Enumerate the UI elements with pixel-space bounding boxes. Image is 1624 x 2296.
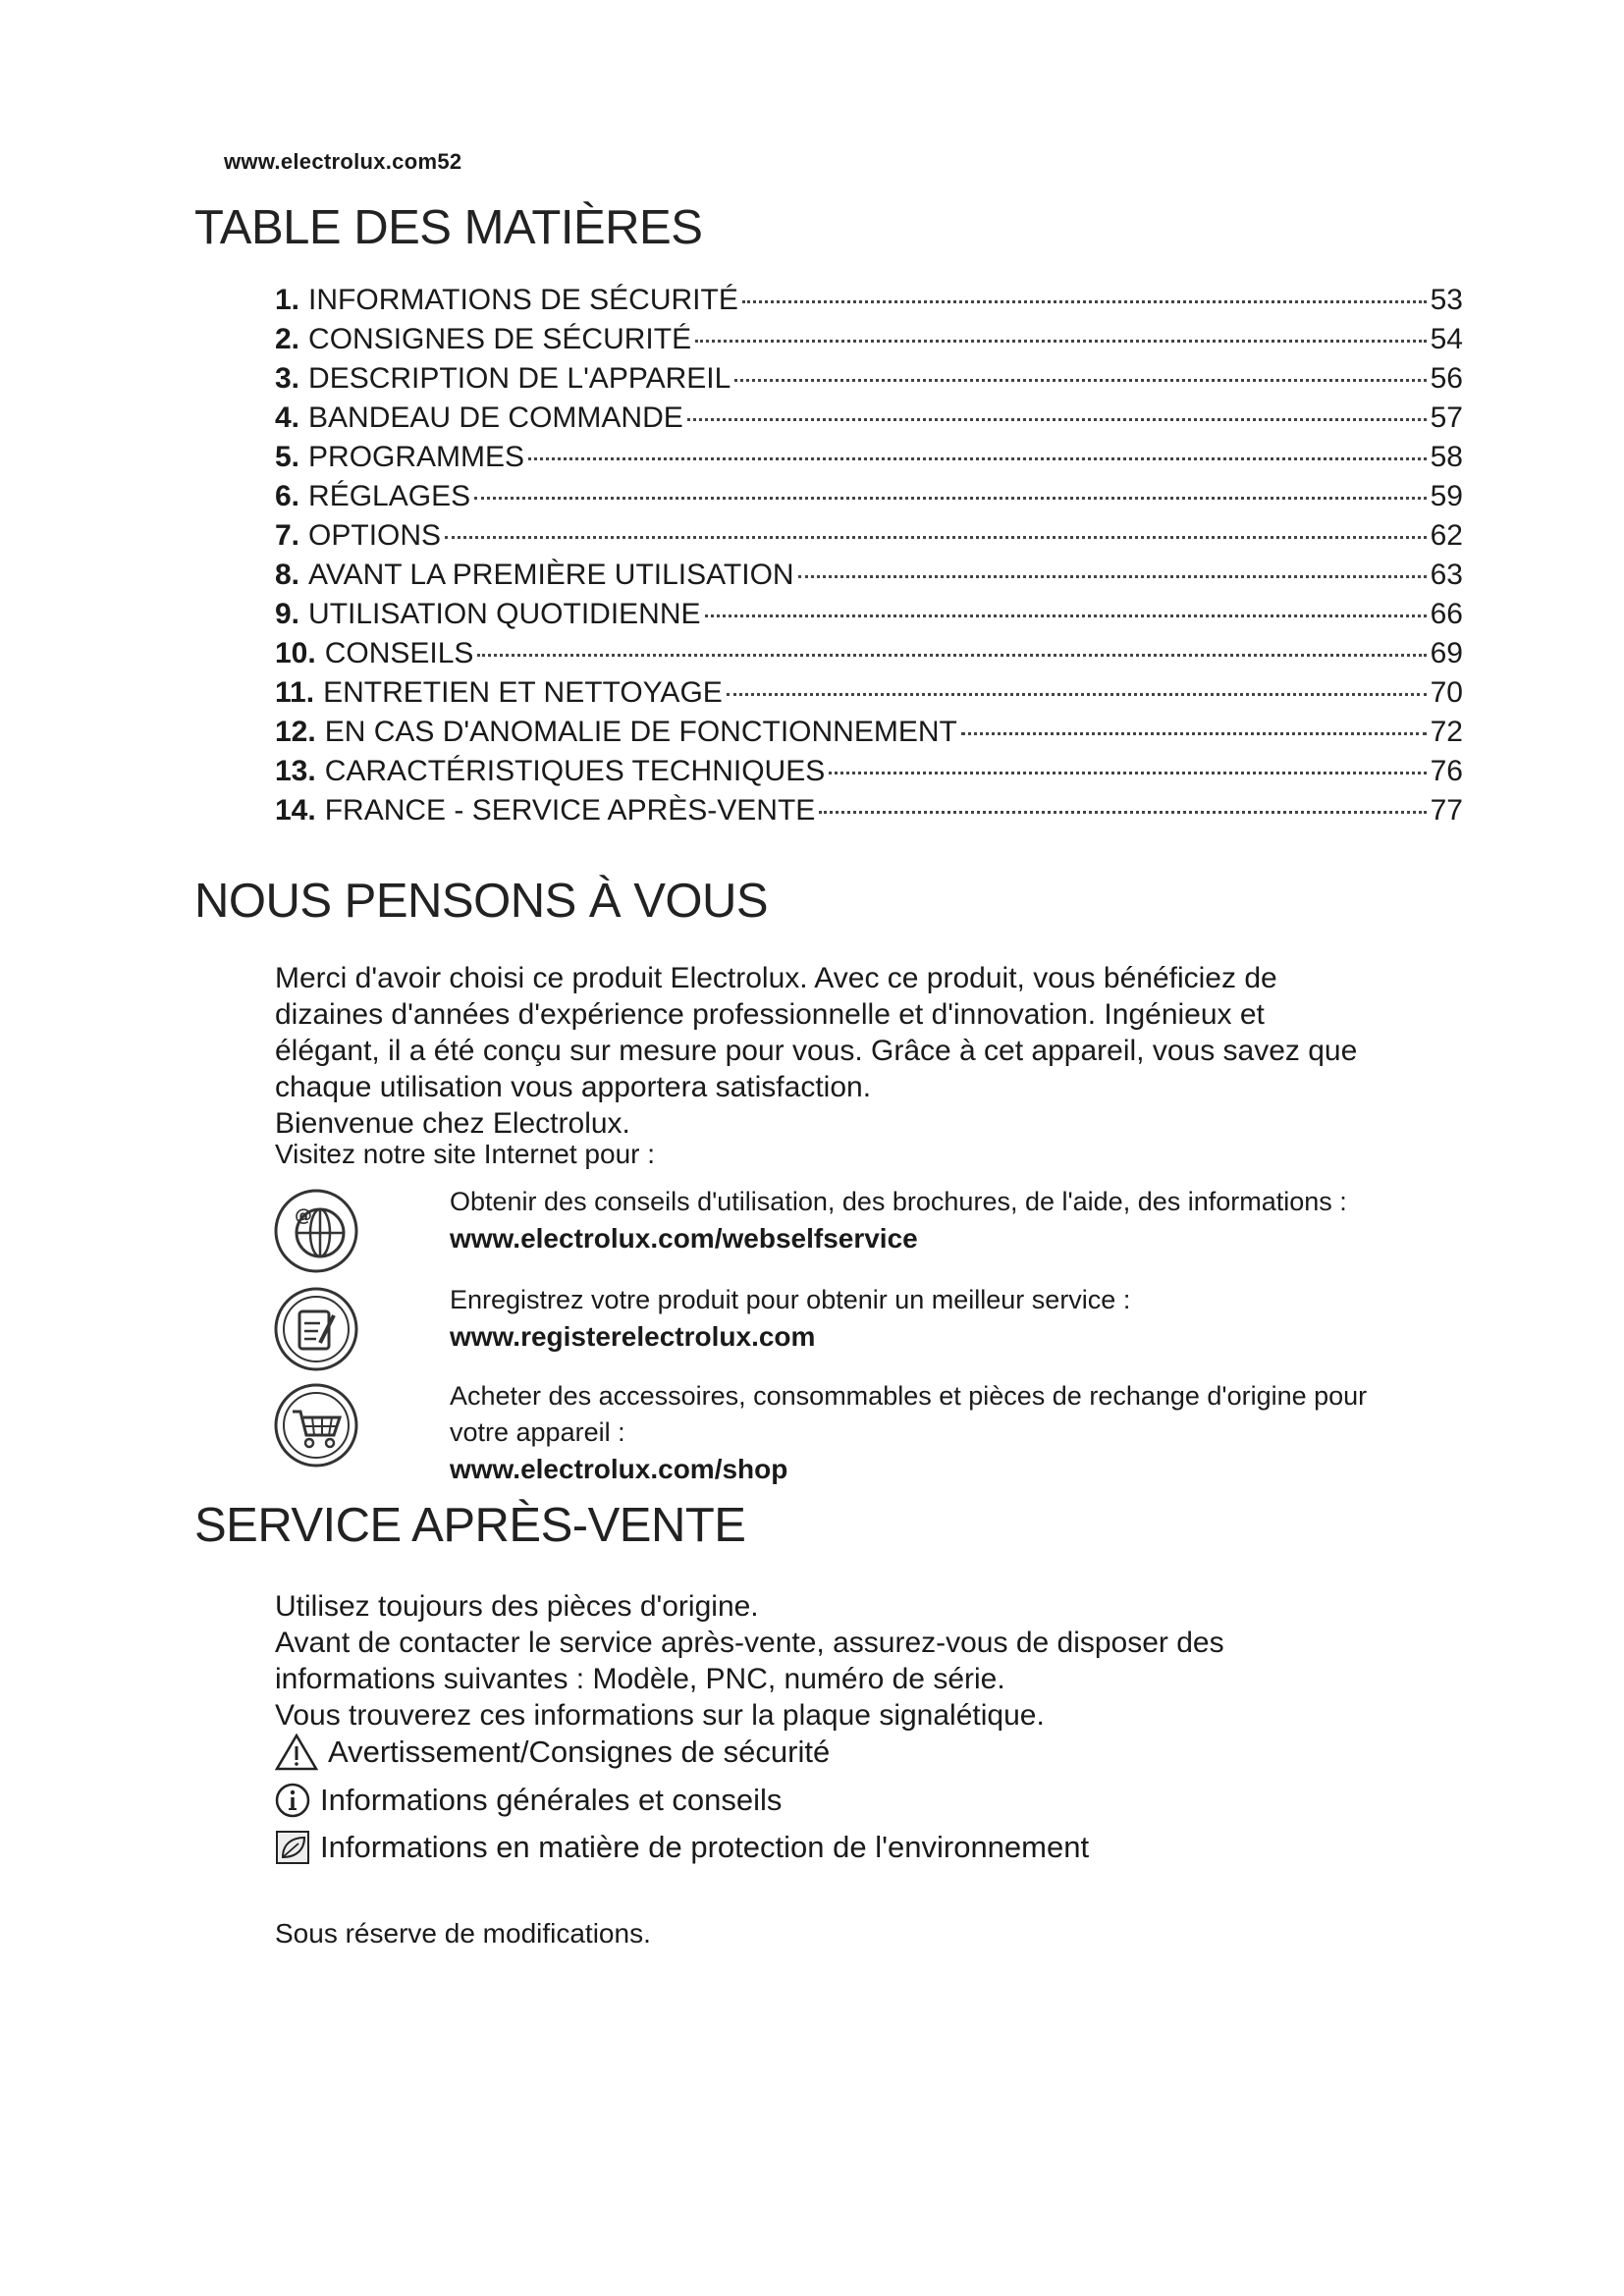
toc-page: 57 bbox=[1430, 401, 1463, 434]
info-icon bbox=[275, 1783, 310, 1818]
toc-leader-dots bbox=[695, 340, 1427, 343]
toc-label: PROGRAMMES bbox=[308, 441, 525, 473]
service-paragraph bbox=[275, 1588, 1483, 1734]
legend-info-text: Informations générales et conseils bbox=[320, 1783, 783, 1817]
toc-number: 13. bbox=[275, 755, 316, 787]
legend-environment-text: Informations en matière de protection de l'environnement bbox=[320, 1830, 1090, 1864]
toc-item[interactable] bbox=[275, 634, 1463, 673]
toc-item[interactable] bbox=[275, 320, 1463, 359]
service-line: Avant de contacter le service après-vente, assurez-vous de disposer des bbox=[275, 1627, 1224, 1659]
toc-item[interactable] bbox=[275, 359, 1463, 399]
service-line: Vous trouverez ces informations sur la plaque signalétique. bbox=[275, 1699, 1045, 1732]
toc-item[interactable] bbox=[275, 752, 1463, 791]
visit-website-text: Visitez notre site Internet pour : bbox=[275, 1139, 656, 1169]
toc-label: OPTIONS bbox=[308, 519, 442, 552]
welcome-line: Merci d'avoir choisi ce produit Electrolux. Avec ce produit, vous bénéficiez de bbox=[275, 962, 1277, 994]
nous-pensons-title: NOUS PENSONS À VOUS bbox=[194, 875, 769, 928]
toc-page: 69 bbox=[1430, 637, 1463, 669]
toc-item[interactable] bbox=[275, 438, 1463, 477]
toc-item[interactable] bbox=[275, 595, 1463, 634]
toc-page: 59 bbox=[1430, 480, 1463, 512]
toc-label: RÉGLAGES bbox=[308, 480, 471, 512]
toc-page: 63 bbox=[1430, 559, 1463, 591]
toc-number: 6. bbox=[275, 480, 300, 512]
header-site-url[interactable]: www.electrolux.com bbox=[224, 149, 438, 174]
document-pen-icon bbox=[273, 1286, 359, 1372]
toc-leader-dots bbox=[742, 300, 1427, 303]
webselfservice-link[interactable]: www.electrolux.com/webselfservice bbox=[450, 1223, 918, 1254]
toc-leader-dots bbox=[474, 497, 1427, 500]
toc-label: EN CAS D'ANOMALIE DE FONCTIONNEMENT bbox=[324, 716, 957, 748]
header-page-number: 52 bbox=[437, 149, 462, 174]
welcome-line: dizaines d'années d'expérience professionnelle et d'innovation. Ingénieux et bbox=[275, 998, 1265, 1031]
toc-number: 3. bbox=[275, 362, 300, 395]
toc-leader-dots bbox=[528, 457, 1427, 460]
welcome-line: chaque utilisation vous apportera satisfaction. bbox=[275, 1071, 872, 1103]
globe-icon bbox=[273, 1188, 359, 1274]
welcome-paragraph bbox=[275, 960, 1483, 1142]
toc-number: 2. bbox=[275, 323, 300, 355]
toc-label: ENTRETIEN ET NETTOYAGE bbox=[323, 676, 723, 709]
toc-item[interactable] bbox=[275, 673, 1463, 713]
toc-item[interactable] bbox=[275, 556, 1463, 595]
toc-page: 53 bbox=[1430, 284, 1463, 316]
toc-number: 11. bbox=[275, 676, 315, 709]
service-line: informations suivantes : Modèle, PNC, numéro de série. bbox=[275, 1663, 1005, 1695]
toc-label: UTILISATION QUOTIDIENNE bbox=[308, 598, 701, 630]
toc-leader-dots bbox=[727, 693, 1427, 696]
svg-text:@: @ bbox=[295, 1205, 312, 1226]
toc-label: INFORMATIONS DE SÉCURITÉ bbox=[308, 284, 738, 316]
legend-warning-text: Avertissement/Consignes de sécurité bbox=[328, 1735, 831, 1769]
toc-number: 14. bbox=[275, 794, 316, 827]
toc-label: BANDEAU DE COMMANDE bbox=[308, 401, 683, 434]
toc-leader-dots bbox=[445, 536, 1427, 539]
toc-item[interactable] bbox=[275, 713, 1463, 752]
toc-number: 9. bbox=[275, 598, 300, 630]
toc-item[interactable] bbox=[275, 399, 1463, 438]
leaf-icon bbox=[275, 1830, 310, 1865]
toc-page: 54 bbox=[1430, 323, 1463, 355]
shopping-cart-icon bbox=[273, 1382, 359, 1468]
webselfservice-row bbox=[273, 1184, 1500, 1274]
toc-leader-dots bbox=[477, 654, 1426, 657]
table-of-contents bbox=[275, 281, 1463, 830]
toc-item[interactable] bbox=[275, 516, 1463, 556]
toc-number: 4. bbox=[275, 401, 300, 434]
toc-number: 7. bbox=[275, 519, 300, 552]
welcome-line: Bienvenue chez Electrolux. bbox=[275, 1107, 630, 1140]
toc-number: 5. bbox=[275, 441, 300, 473]
register-description: Enregistrez votre produit pour obtenir un meilleur service : bbox=[450, 1285, 1131, 1314]
toc-leader-dots bbox=[687, 418, 1427, 421]
toc-page: 58 bbox=[1430, 441, 1463, 473]
toc-page: 62 bbox=[1430, 519, 1463, 552]
service-title: SERVICE APRÈS-VENTE bbox=[194, 1499, 746, 1552]
toc-item[interactable] bbox=[275, 791, 1463, 830]
legend-environment bbox=[275, 1824, 1089, 1871]
header-url bbox=[224, 149, 461, 175]
toc-label: AVANT LA PREMIÈRE UTILISATION bbox=[308, 559, 794, 591]
shop-link[interactable]: www.electrolux.com/shop bbox=[450, 1454, 788, 1484]
register-row bbox=[273, 1282, 1500, 1372]
toc-page: 77 bbox=[1430, 794, 1463, 827]
toc-number: 10. bbox=[275, 637, 316, 669]
toc-leader-dots bbox=[734, 379, 1426, 382]
toc-page: 70 bbox=[1430, 676, 1463, 709]
toc-item[interactable] bbox=[275, 477, 1463, 516]
toc-label: CONSEILS bbox=[324, 637, 474, 669]
toc-page: 66 bbox=[1430, 598, 1463, 630]
toc-number: 1. bbox=[275, 284, 300, 316]
toc-leader-dots bbox=[705, 614, 1427, 617]
shop-row bbox=[273, 1378, 1500, 1484]
shop-description: Acheter des accessoires, consommables et pièces de rechange d'origine pour bbox=[450, 1381, 1368, 1411]
service-line: Utilisez toujours des pièces d'origine. bbox=[275, 1590, 759, 1623]
warning-triangle-icon bbox=[275, 1734, 318, 1771]
disclaimer: Sous réserve de modifications. bbox=[275, 1918, 651, 1949]
toc-number: 8. bbox=[275, 559, 300, 591]
toc-label: CONSIGNES DE SÉCURITÉ bbox=[308, 323, 692, 355]
legend-warning bbox=[275, 1729, 830, 1776]
welcome-line: élégant, il a été conçu sur mesure pour vous. Grâce à cet appareil, vous savez que bbox=[275, 1035, 1358, 1067]
toc-page: 56 bbox=[1430, 362, 1463, 395]
toc-item[interactable] bbox=[275, 281, 1463, 320]
toc-leader-dots bbox=[961, 732, 1427, 735]
webselfservice-description: Obtenir des conseils d'utilisation, des brochures, de l'aide, des informations : bbox=[450, 1187, 1347, 1216]
legend-info bbox=[275, 1777, 782, 1824]
toc-page: 72 bbox=[1430, 716, 1463, 748]
toc-label: FRANCE - SERVICE APRÈS-VENTE bbox=[324, 794, 816, 827]
toc-leader-dots bbox=[798, 575, 1427, 578]
shop-description-cont: votre appareil : bbox=[450, 1417, 625, 1447]
toc-leader-dots bbox=[819, 811, 1426, 814]
toc-page: 76 bbox=[1430, 755, 1463, 787]
register-link[interactable]: www.registerelectrolux.com bbox=[450, 1321, 816, 1352]
toc-label: CARACTÉRISTIQUES TECHNIQUES bbox=[324, 755, 826, 787]
toc-label: DESCRIPTION DE L'APPAREIL bbox=[308, 362, 731, 395]
toc-title: TABLE DES MATIÈRES bbox=[194, 201, 703, 254]
toc-leader-dots bbox=[829, 772, 1426, 774]
toc-number: 12. bbox=[275, 716, 316, 748]
